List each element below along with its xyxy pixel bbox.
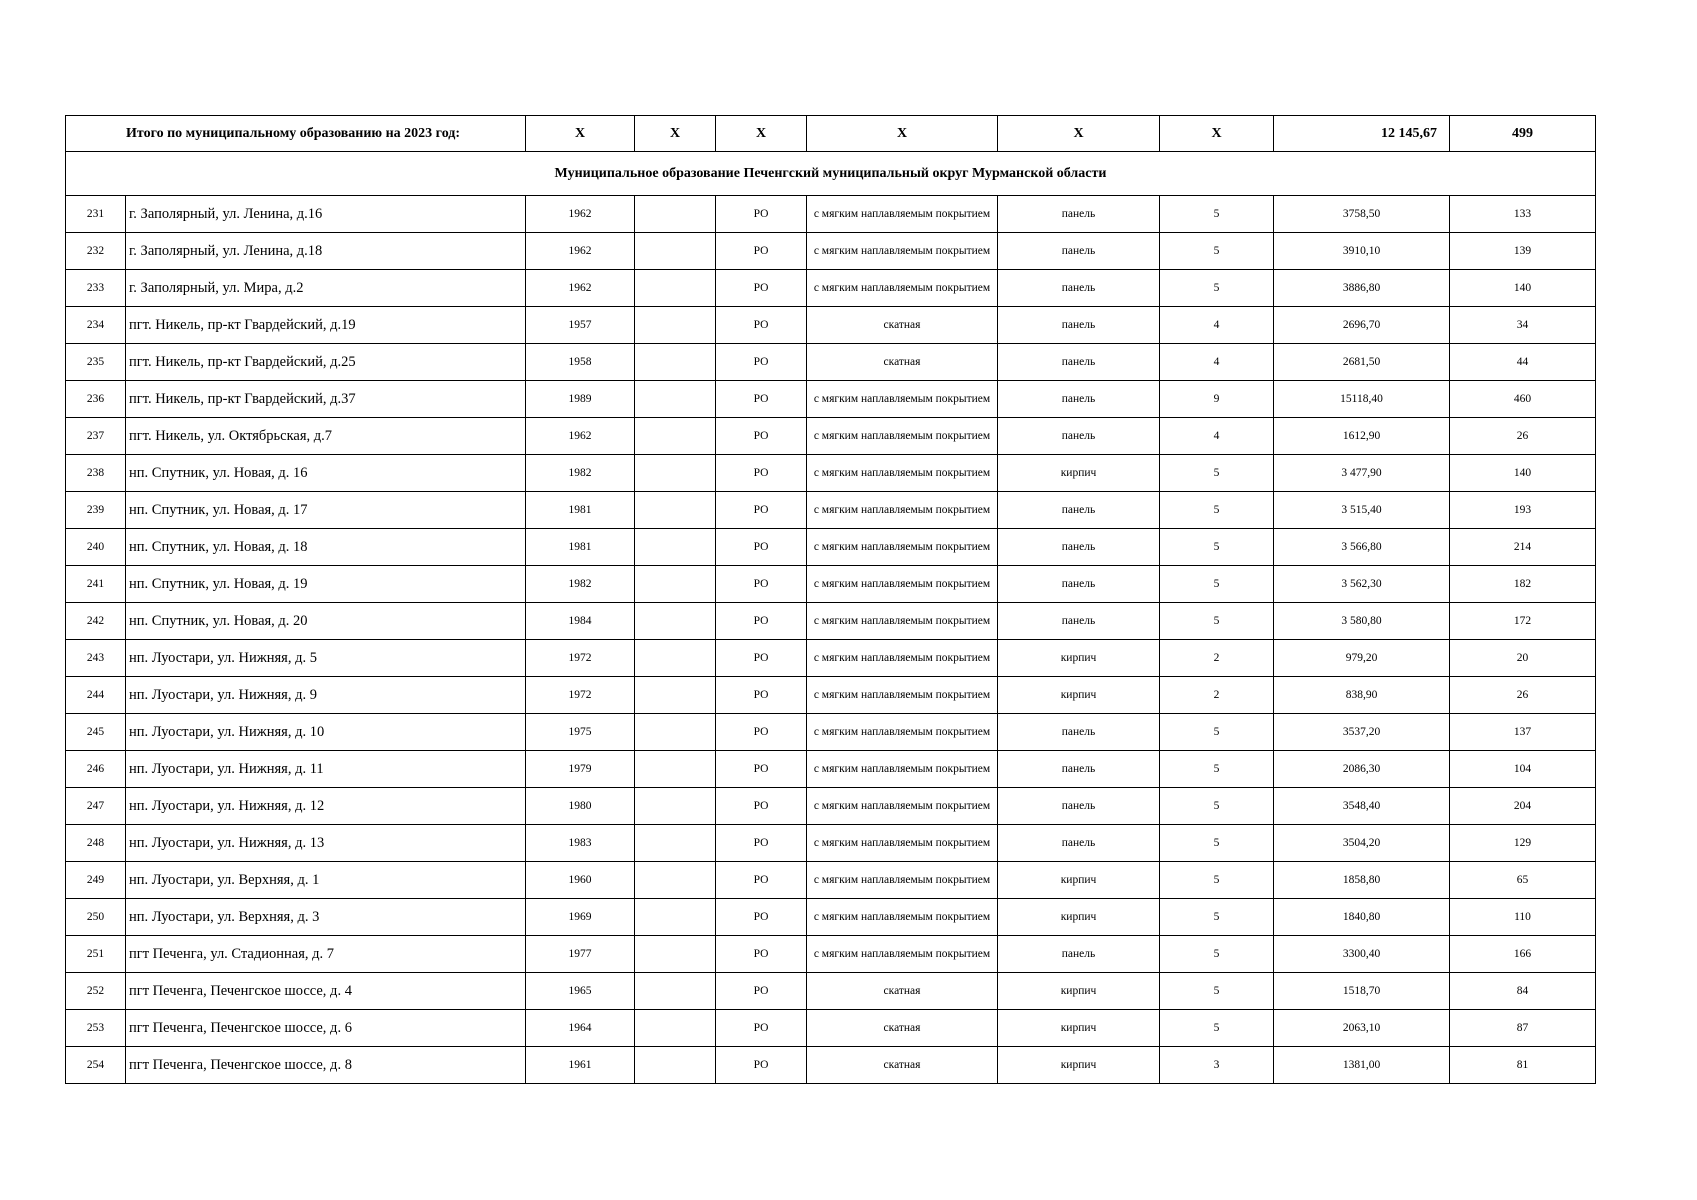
cell-year: 1983 — [526, 825, 635, 862]
cell-area: 3 562,30 — [1274, 566, 1450, 603]
cell-roof: с мягким наплавляемым покрытием — [807, 492, 998, 529]
cell-extra — [635, 307, 716, 344]
cell-type: РО — [716, 936, 807, 973]
cell-year: 1982 — [526, 455, 635, 492]
cell-roof: с мягким наплавляемым покрытием — [807, 381, 998, 418]
cell-roof: с мягким наплавляемым покрытием — [807, 418, 998, 455]
cell-floors: 5 — [1160, 825, 1274, 862]
cell-year: 1960 — [526, 862, 635, 899]
cell-extra — [635, 1010, 716, 1047]
cell-extra — [635, 455, 716, 492]
table-row — [66, 862, 1596, 899]
cell-year: 1975 — [526, 714, 635, 751]
cell-floors: 5 — [1160, 751, 1274, 788]
cell-floors: 5 — [1160, 196, 1274, 233]
cell-year: 1982 — [526, 566, 635, 603]
cell-residents: 34 — [1450, 307, 1596, 344]
cell-type: РО — [716, 418, 807, 455]
cell-year: 1958 — [526, 344, 635, 381]
cell-roof: с мягким наплавляемым покрытием — [807, 640, 998, 677]
cell-num: 243 — [66, 640, 126, 677]
cell-year: 1981 — [526, 529, 635, 566]
cell-year: 1972 — [526, 640, 635, 677]
cell-wall: панель — [998, 418, 1160, 455]
cell-residents: 214 — [1450, 529, 1596, 566]
cell-num: 246 — [66, 751, 126, 788]
cell-wall: панель — [998, 566, 1160, 603]
cell-address: нп. Спутник, ул. Новая, д. 20 — [126, 603, 526, 640]
cell-residents: 104 — [1450, 751, 1596, 788]
table-row — [66, 899, 1596, 936]
cell-address: нп. Луостари, ул. Нижняя, д. 10 — [126, 714, 526, 751]
cell-residents: 44 — [1450, 344, 1596, 381]
cell-roof: скатная — [807, 307, 998, 344]
cell-roof: с мягким наплавляемым покрытием — [807, 677, 998, 714]
cell-roof: с мягким наплавляемым покрытием — [807, 196, 998, 233]
cell-year: 1962 — [526, 270, 635, 307]
cell-type: РО — [716, 455, 807, 492]
cell-roof: с мягким наплавляемым покрытием — [807, 751, 998, 788]
cell-roof: скатная — [807, 1047, 998, 1084]
cell-floors: 5 — [1160, 529, 1274, 566]
cell-year: 1961 — [526, 1047, 635, 1084]
cell-address: нп. Спутник, ул. Новая, д. 19 — [126, 566, 526, 603]
cell-num: 249 — [66, 862, 126, 899]
table-row — [66, 677, 1596, 714]
total-residents: 499 — [1450, 116, 1596, 152]
cell-type: РО — [716, 566, 807, 603]
cell-area: 1381,00 — [1274, 1047, 1450, 1084]
cell-extra — [635, 751, 716, 788]
cell-year: 1962 — [526, 233, 635, 270]
total-label: Итого по муниципальному образованию на 2023 год: — [66, 116, 526, 152]
cell-floors: 5 — [1160, 973, 1274, 1010]
cell-address: нп. Луостари, ул. Нижняя, д. 13 — [126, 825, 526, 862]
cell-wall: панель — [998, 603, 1160, 640]
cell-wall: панель — [998, 825, 1160, 862]
cell-floors: 9 — [1160, 381, 1274, 418]
cell-residents: 204 — [1450, 788, 1596, 825]
cell-wall: панель — [998, 196, 1160, 233]
table-row — [66, 307, 1596, 344]
cell-type: РО — [716, 1010, 807, 1047]
table-row — [66, 566, 1596, 603]
cell-extra — [635, 344, 716, 381]
cell-roof: с мягким наплавляемым покрытием — [807, 566, 998, 603]
cell-residents: 166 — [1450, 936, 1596, 973]
cell-area: 3886,80 — [1274, 270, 1450, 307]
cell-type: РО — [716, 233, 807, 270]
total-x-floors: X — [1160, 116, 1274, 152]
cell-address: нп. Луостари, ул. Верхняя, д. 3 — [126, 899, 526, 936]
cell-wall: панель — [998, 751, 1160, 788]
cell-wall: панель — [998, 233, 1160, 270]
cell-extra — [635, 936, 716, 973]
cell-roof: с мягким наплавляемым покрытием — [807, 899, 998, 936]
cell-type: РО — [716, 307, 807, 344]
cell-address: нп. Спутник, ул. Новая, д. 18 — [126, 529, 526, 566]
cell-area: 3300,40 — [1274, 936, 1450, 973]
cell-floors: 5 — [1160, 233, 1274, 270]
cell-num: 232 — [66, 233, 126, 270]
cell-num: 237 — [66, 418, 126, 455]
cell-address: пгт. Никель, пр-кт Гвардейский, д.25 — [126, 344, 526, 381]
cell-num: 250 — [66, 899, 126, 936]
table-row — [66, 418, 1596, 455]
table-row — [66, 973, 1596, 1010]
cell-type: РО — [716, 788, 807, 825]
cell-residents: 172 — [1450, 603, 1596, 640]
cell-floors: 4 — [1160, 418, 1274, 455]
cell-year: 1981 — [526, 492, 635, 529]
cell-area: 1518,70 — [1274, 973, 1450, 1010]
cell-residents: 110 — [1450, 899, 1596, 936]
total-x-roof: X — [807, 116, 998, 152]
cell-area: 3548,40 — [1274, 788, 1450, 825]
cell-wall: кирпич — [998, 1010, 1160, 1047]
total-x-type: X — [716, 116, 807, 152]
cell-extra — [635, 233, 716, 270]
cell-floors: 2 — [1160, 677, 1274, 714]
cell-type: РО — [716, 640, 807, 677]
cell-wall: панель — [998, 307, 1160, 344]
table-row — [66, 1010, 1596, 1047]
cell-year: 1969 — [526, 899, 635, 936]
cell-residents: 81 — [1450, 1047, 1596, 1084]
cell-year: 1962 — [526, 418, 635, 455]
cell-year: 1980 — [526, 788, 635, 825]
cell-roof: с мягким наплавляемым покрытием — [807, 788, 998, 825]
cell-extra — [635, 270, 716, 307]
cell-floors: 5 — [1160, 492, 1274, 529]
cell-type: РО — [716, 529, 807, 566]
cell-roof: скатная — [807, 973, 998, 1010]
cell-wall: панель — [998, 270, 1160, 307]
cell-extra — [635, 677, 716, 714]
cell-floors: 3 — [1160, 1047, 1274, 1084]
cell-extra — [635, 603, 716, 640]
cell-residents: 84 — [1450, 973, 1596, 1010]
cell-area: 1612,90 — [1274, 418, 1450, 455]
cell-type: РО — [716, 344, 807, 381]
cell-area: 2681,50 — [1274, 344, 1450, 381]
cell-wall: панель — [998, 714, 1160, 751]
cell-type: РО — [716, 973, 807, 1010]
cell-floors: 4 — [1160, 307, 1274, 344]
cell-num: 238 — [66, 455, 126, 492]
cell-roof: с мягким наплавляемым покрытием — [807, 529, 998, 566]
cell-wall: панель — [998, 492, 1160, 529]
cell-roof: с мягким наплавляемым покрытием — [807, 270, 998, 307]
cell-extra — [635, 418, 716, 455]
total-x-wall: X — [998, 116, 1160, 152]
cell-area: 3504,20 — [1274, 825, 1450, 862]
cell-wall: панель — [998, 381, 1160, 418]
cell-type: РО — [716, 677, 807, 714]
cell-address: пгт Печенга, Печенгское шоссе, д. 4 — [126, 973, 526, 1010]
cell-num: 245 — [66, 714, 126, 751]
cell-address: нп. Луостари, ул. Нижняя, д. 5 — [126, 640, 526, 677]
table-row — [66, 196, 1596, 233]
table-body — [66, 116, 1596, 1084]
cell-floors: 5 — [1160, 936, 1274, 973]
section-row — [66, 152, 1596, 196]
table-row — [66, 1047, 1596, 1084]
cell-floors: 5 — [1160, 566, 1274, 603]
cell-type: РО — [716, 714, 807, 751]
cell-year: 1972 — [526, 677, 635, 714]
cell-extra — [635, 899, 716, 936]
cell-roof: с мягким наплавляемым покрытием — [807, 862, 998, 899]
cell-address: нп. Луостари, ул. Нижняя, д. 11 — [126, 751, 526, 788]
cell-address: г. Заполярный, ул. Мира, д.2 — [126, 270, 526, 307]
cell-extra — [635, 714, 716, 751]
cell-extra — [635, 381, 716, 418]
cell-area: 3 515,40 — [1274, 492, 1450, 529]
cell-wall: кирпич — [998, 677, 1160, 714]
cell-residents: 26 — [1450, 418, 1596, 455]
cell-area: 3910,10 — [1274, 233, 1450, 270]
cell-address: г. Заполярный, ул. Ленина, д.18 — [126, 233, 526, 270]
cell-num: 233 — [66, 270, 126, 307]
total-area: 12 145,67 — [1274, 116, 1450, 152]
cell-type: РО — [716, 1047, 807, 1084]
cell-area: 2086,30 — [1274, 751, 1450, 788]
cell-num: 254 — [66, 1047, 126, 1084]
cell-area: 1858,80 — [1274, 862, 1450, 899]
cell-wall: кирпич — [998, 862, 1160, 899]
cell-extra — [635, 1047, 716, 1084]
cell-num: 253 — [66, 1010, 126, 1047]
cell-address: пгт. Никель, пр-кт Гвардейский, д.19 — [126, 307, 526, 344]
cell-wall: панель — [998, 788, 1160, 825]
cell-type: РО — [716, 862, 807, 899]
cell-roof: с мягким наплавляемым покрытием — [807, 714, 998, 751]
cell-roof: с мягким наплавляемым покрытием — [807, 455, 998, 492]
cell-residents: 140 — [1450, 270, 1596, 307]
table-row — [66, 603, 1596, 640]
cell-year: 1979 — [526, 751, 635, 788]
cell-year: 1964 — [526, 1010, 635, 1047]
table-row — [66, 751, 1596, 788]
cell-residents: 137 — [1450, 714, 1596, 751]
cell-type: РО — [716, 381, 807, 418]
cell-num: 247 — [66, 788, 126, 825]
cell-floors: 5 — [1160, 270, 1274, 307]
houses-table — [65, 115, 1596, 1084]
cell-year: 1977 — [526, 936, 635, 973]
cell-type: РО — [716, 825, 807, 862]
cell-year: 1984 — [526, 603, 635, 640]
cell-wall: кирпич — [998, 455, 1160, 492]
cell-residents: 133 — [1450, 196, 1596, 233]
cell-num: 239 — [66, 492, 126, 529]
cell-roof: скатная — [807, 344, 998, 381]
cell-type: РО — [716, 270, 807, 307]
cell-roof: с мягким наплавляемым покрытием — [807, 603, 998, 640]
cell-roof: с мягким наплавляемым покрытием — [807, 825, 998, 862]
table-row — [66, 492, 1596, 529]
cell-residents: 460 — [1450, 381, 1596, 418]
cell-year: 1965 — [526, 973, 635, 1010]
cell-area: 3 477,90 — [1274, 455, 1450, 492]
table-row — [66, 344, 1596, 381]
cell-area: 3537,20 — [1274, 714, 1450, 751]
cell-address: пгт Печенга, Печенгское шоссе, д. 8 — [126, 1047, 526, 1084]
cell-residents: 129 — [1450, 825, 1596, 862]
cell-num: 234 — [66, 307, 126, 344]
total-x-extra: X — [635, 116, 716, 152]
cell-wall: кирпич — [998, 973, 1160, 1010]
cell-address: пгт. Никель, пр-кт Гвардейский, д.37 — [126, 381, 526, 418]
cell-area: 3 566,80 — [1274, 529, 1450, 566]
cell-floors: 2 — [1160, 640, 1274, 677]
cell-floors: 5 — [1160, 455, 1274, 492]
cell-area: 15118,40 — [1274, 381, 1450, 418]
cell-wall: панель — [998, 529, 1160, 566]
cell-area: 3 580,80 — [1274, 603, 1450, 640]
table-row — [66, 233, 1596, 270]
table-row — [66, 381, 1596, 418]
cell-extra — [635, 529, 716, 566]
cell-year: 1957 — [526, 307, 635, 344]
cell-area: 979,20 — [1274, 640, 1450, 677]
cell-num: 235 — [66, 344, 126, 381]
cell-wall: кирпич — [998, 899, 1160, 936]
cell-residents: 87 — [1450, 1010, 1596, 1047]
cell-area: 2696,70 — [1274, 307, 1450, 344]
cell-floors: 4 — [1160, 344, 1274, 381]
cell-num: 244 — [66, 677, 126, 714]
cell-num: 242 — [66, 603, 126, 640]
cell-type: РО — [716, 603, 807, 640]
cell-num: 241 — [66, 566, 126, 603]
cell-extra — [635, 825, 716, 862]
cell-address: пгт Печенга, ул. Стадионная, д. 7 — [126, 936, 526, 973]
cell-num: 252 — [66, 973, 126, 1010]
cell-type: РО — [716, 751, 807, 788]
total-row — [66, 116, 1596, 152]
cell-residents: 20 — [1450, 640, 1596, 677]
cell-address: нп. Спутник, ул. Новая, д. 16 — [126, 455, 526, 492]
cell-address: нп. Луостари, ул. Верхняя, д. 1 — [126, 862, 526, 899]
cell-floors: 5 — [1160, 603, 1274, 640]
cell-num: 231 — [66, 196, 126, 233]
cell-residents: 139 — [1450, 233, 1596, 270]
cell-area: 2063,10 — [1274, 1010, 1450, 1047]
cell-extra — [635, 788, 716, 825]
cell-area: 1840,80 — [1274, 899, 1450, 936]
table-row — [66, 529, 1596, 566]
table-row — [66, 936, 1596, 973]
cell-floors: 5 — [1160, 788, 1274, 825]
cell-num: 248 — [66, 825, 126, 862]
cell-address: пгт Печенга, Печенгское шоссе, д. 6 — [126, 1010, 526, 1047]
cell-floors: 5 — [1160, 899, 1274, 936]
cell-num: 240 — [66, 529, 126, 566]
cell-roof: с мягким наплавляемым покрытием — [807, 233, 998, 270]
cell-residents: 193 — [1450, 492, 1596, 529]
cell-address: нп. Спутник, ул. Новая, д. 17 — [126, 492, 526, 529]
table-row — [66, 455, 1596, 492]
cell-type: РО — [716, 492, 807, 529]
cell-floors: 5 — [1160, 862, 1274, 899]
total-x-year: X — [526, 116, 635, 152]
cell-extra — [635, 566, 716, 603]
cell-year: 1962 — [526, 196, 635, 233]
cell-wall: панель — [998, 344, 1160, 381]
cell-wall: панель — [998, 936, 1160, 973]
cell-extra — [635, 492, 716, 529]
cell-wall: кирпич — [998, 1047, 1160, 1084]
cell-extra — [635, 640, 716, 677]
table-row — [66, 714, 1596, 751]
cell-year: 1989 — [526, 381, 635, 418]
table-row — [66, 640, 1596, 677]
cell-residents: 140 — [1450, 455, 1596, 492]
cell-address: г. Заполярный, ул. Ленина, д.16 — [126, 196, 526, 233]
cell-address: пгт. Никель, ул. Октябрьская, д.7 — [126, 418, 526, 455]
table-row — [66, 825, 1596, 862]
cell-extra — [635, 196, 716, 233]
cell-address: нп. Луостари, ул. Нижняя, д. 12 — [126, 788, 526, 825]
cell-extra — [635, 973, 716, 1010]
cell-extra — [635, 862, 716, 899]
cell-address: нп. Луостари, ул. Нижняя, д. 9 — [126, 677, 526, 714]
cell-residents: 26 — [1450, 677, 1596, 714]
cell-num: 251 — [66, 936, 126, 973]
cell-type: РО — [716, 196, 807, 233]
table-row — [66, 788, 1596, 825]
cell-residents: 65 — [1450, 862, 1596, 899]
cell-floors: 5 — [1160, 1010, 1274, 1047]
cell-num: 236 — [66, 381, 126, 418]
cell-area: 3758,50 — [1274, 196, 1450, 233]
section-title: Муниципальное образование Печенгский муниципальный округ Мурманской области — [66, 152, 1596, 196]
cell-area: 838,90 — [1274, 677, 1450, 714]
cell-residents: 182 — [1450, 566, 1596, 603]
cell-type: РО — [716, 899, 807, 936]
cell-roof: с мягким наплавляемым покрытием — [807, 936, 998, 973]
cell-floors: 5 — [1160, 714, 1274, 751]
table-row — [66, 270, 1596, 307]
cell-roof: скатная — [807, 1010, 998, 1047]
cell-wall: кирпич — [998, 640, 1160, 677]
